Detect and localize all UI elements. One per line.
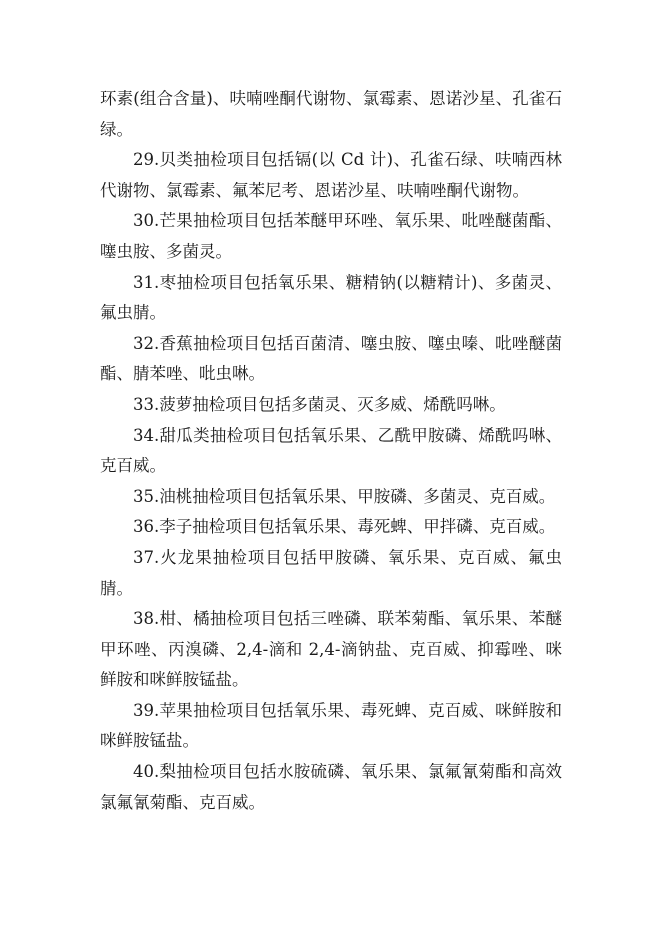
paragraph-item-30-mango: 30.芒果抽检项目包括苯醚甲环唑、氧乐果、吡唑醚菌酯、噻虫胺、多菌灵。 — [100, 211, 562, 261]
paragraph-item-29-shellfish: 29.贝类抽检项目包括镉(以 Cd 计)、孔雀石绿、呋喃西林代谢物、氯霉素、氟苯尼考、恩诺沙星、呋喃唑酮代谢物。 — [100, 150, 562, 200]
paragraph-item-31-jujube: 31.枣抽检项目包括氧乐果、糖精钠(以糖精计)、多菌灵、氟虫腈。 — [100, 272, 562, 323]
paragraph-item-36-plum: 36.李子抽检项目包括氧乐果、毒死蜱、甲拌磷、克百威。 — [133, 517, 556, 537]
paragraph-continued: 环素(组合含量)、呋喃唑酮代谢物、氯霉素、恩诺沙星、孔雀石绿。 — [100, 89, 562, 139]
paragraph-item-38-citrus: 38.柑、橘抽检项目包括三唑磷、联苯菊酯、氧乐果、苯醚甲环唑、丙溴磷、2,4-滴和 2,4-滴钠盐、克百威、抑霉唑、咪鲜胺和咪鲜胺锰盐。 — [100, 609, 562, 690]
paragraph-item-32-banana: 32.香蕉抽检项目包括百菌清、噻虫胺、噻虫嗪、吡唑醚菌酯、腈苯唑、吡虫啉。 — [100, 333, 562, 384]
paragraph-item-40-pear: 40.梨抽检项目包括水胺硫磷、氧乐果、氯氟氰菊酯和高效氯氟氰菊酯、克百威。 — [100, 762, 562, 812]
paragraph-item-37-dragon-fruit: 37.火龙果抽检项目包括甲胺磷、氧乐果、克百威、氟虫腈。 — [100, 547, 562, 598]
document-body — [100, 84, 562, 818]
paragraph-item-34-melon: 34.甜瓜类抽检项目包括氧乐果、乙酰甲胺磷、烯酰吗啉、克百威。 — [100, 425, 562, 476]
paragraph-item-35-nectarine: 35.油桃抽检项目包括氧乐果、甲胺磷、多菌灵、克百威。 — [133, 486, 556, 506]
paragraph-item-39-apple: 39.苹果抽检项目包括氧乐果、毒死蜱、克百威、咪鲜胺和咪鲜胺锰盐。 — [100, 700, 562, 751]
paragraph-item-33-pineapple: 33.菠萝抽检项目包括多菌灵、灭多威、烯酰吗啉。 — [133, 394, 506, 414]
